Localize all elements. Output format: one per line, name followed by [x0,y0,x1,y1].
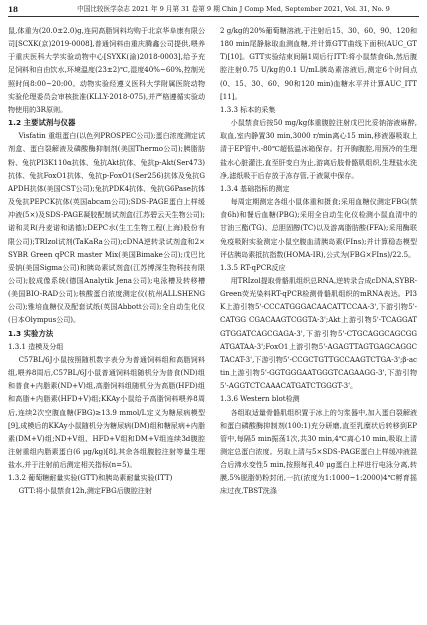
paragraph-basic-indicators: 每周定期测定各组小鼠体重和摄食;采用血糖仪测定FBG(禁食6h)和餐后血糖(PBG);采用全自动生化仪检测小鼠血清中的甘油三酯(TG)、总胆固醇(TC)以及游离脂肪酸(FFA);采用酶联免疫吸附实验测定小鼠空腹血清胰岛素(FIns);并计算稳态模型评估胰岛素抵抗指数(HOMA-IR),公式为(FBG×FIns)/22.5。 [220,197,417,259]
paragraph-modeling: C57BL/6J小鼠按照随机数字表分为普通饲料组和高脂饲料组,喂养8周后,C57BL/6J小鼠普通饲料组随机分为普食(ND)组和普食+内脂素(ND+V)组,高脂饲料组随机分为高脂(HFD)组和高脂+内脂素(HFD+V)组;KKAy小鼠给予高脂饲料喂养8周后,连续2次空腹血糖(FBG)≥13.9 mmol/L定义为糖尿病模型[9],成模后的KKAy小鼠随机分为糖尿病(DM)组和糖尿病+内脂素(DM+V)组;ND+V组、HFD+V组和DM+V组连续3d腹腔注射重组内脂素蛋白(6 μg/kg)[8],其余各组腹腔注射等量生理盐水,并于注射前后测定相关指标(n=5)。 [8,354,205,470]
paragraph-gtt: GTT:将小鼠禁食12h,测定FBG后腹腔注射 [18,486,152,496]
paragraph-western-blot: 各组取适量骨骼肌组织置于冰上的匀浆器中,加入蛋白裂解液和蛋白磷酸酶抑制剂(100:1)充分研磨,直至乳糜状后转移到EP管中,每隔5 min振荡1次,共30 min,4℃离心10 min,吸取上清测定总蛋白浓度。另取上清与5×SDS-PAGE蛋白上样缓冲液混合后沸水变性5 min,按照每孔40 μg蛋白上样进行电泳分离,转膜,5%脱脂奶粉封闭,一抗(浓度为1:1000~1:2000)4℃孵育摇床过夜,TBST洗涤 [220,407,417,496]
heading-gtt-itt: 1.3.2 葡萄糖耐量实验(GTT)和胰岛素耐量实验(ITT) [8,473,173,483]
heading-modeling: 1.3.1 造模及分组 [8,341,64,351]
paragraph-animals: 鼠,体重为(20.0±2.0)g,连同高脂饲料均购于北京华阜康有限公司[SCXK(京)2019-0008],普通饲料由重庆腾鑫公司提供,喂养于重庆医科大学实验动物中心[SYXK(渝)2018-0003],给予充足饲料和自由饮水,环境温度(23±2)℃,湿度40%~60%,控制光照时间8:00~20:00。动物实验经遵义医科大学附属医院动物实验伦理委员会审核批准(KLLY-2018-075),并严格遵循实验动物使用的3R原则。 [8,26,205,114]
paragraph-rt-qpcr: 用TRIzol提取骨骼肌组织总RNA,逆转录合成cDNA,SYBR-Green荧光染料RT-qPCR检测骨骼肌组织的mRNA表达。PI3K上游引物5'-CCCATGGGACAACATTCCAA-3',下游引物5'-CATGG CGACAAGTCGGTA-3';Akt上游引物5'-TCAGGATGTGGATCAGCGAGA-3',下游引物5'-CTGCAGGCAGCGGATGATAA-3';FoxO1上游引物5'-AGAGTTAGTGAGCAGGCTACAT-3',下游引物5'-CCGCTGTTGCCAAGTCTGA-3';β-actin上游引物5'-GGTGGGAATGGGTCAGAAGG-3',下游引物5'-AGGTCTCAAACATGATCTGGGT-3'。 [220,275,417,391]
heading-methods: 1.3 实验方法 [8,328,54,338]
heading-western-blot: 1.3.6 Western blot检测 [220,394,300,404]
heading-sample-collection: 1.3.3 标本的采集 [220,104,276,114]
right-column [220,24,417,498]
paragraph-sample-collection: 小鼠禁食后按50 mg/kg体重腹腔注射戊巴比妥钠溶液麻醉,取血,室内静置30 min,3000 r/min离心15 min,移液器吸取上清于EP管中,-80℃超低温冰箱保存。打开胸腹腔,用预冷的生理盐水心脏灌注,直至肝变白为止,游离后肢骨骼肌组织,生理盐水洗净,滤纸吸干后存放于冻存管,于液氮中保存。 [220,118,417,180]
journal-line: 中国比较医学杂志 2021 年 9 月第 31 卷第 9 期 Chin J Comp Med, September 2021, Vol. 31, No. 9 [77,5,390,13]
page-number: 18 [8,5,19,14]
left-column [8,24,205,498]
heading-basic-indicators: 1.3.4 基础指标的测定 [220,183,290,193]
paragraph-reagents: Visfatin 重组蛋白(以色列PROSPEC公司);蛋白浓度测定试剂盒、蛋白裂解液及磷酸酶抑制剂(美国Thermo公司);胰脂肪粉、兔抗PI3K110α抗体、兔抗Akt抗体、兔抗p-Akt(Ser473)抗体、兔抗FoxO1抗体、兔抗p-FoxO1(Ser256)抗体及兔抗GAPDH抗体(美国CST公司);兔抗PDK4抗体、兔抗G6Pase抗体及兔抗PEPCK抗体(英国abcam公司);SDS-PAGE蛋白上样缓冲液(5×)及SDS-PAGE凝胶配制试剂盒(江苏碧云天生物公司);诺和灵R(丹麦诺和诺德);DEPC水(生工生物工程(上海)股份有限公司);TRIzol试剂(TaKaRa公司);cDNA逆转录试剂盒和2×SYBR Green qPCR master Mix(美国Bimake公司);戊巴比妥钠(美国Sigma公司)和胰岛素试剂盒(江苏博深生物科技有限公司);胶成像系统(德国Analytik Jena公司);电泳槽及转移槽(美国BIO-RAD公司);核酸蛋白浓度测定仪(杭州ALLSHENG公司);雅培血糖仪及配套试纸(英国Abbott公司);全自动生化仪(日本Olympus公司)。 [8,131,205,325]
paragraph-gtt-continued: 2 g/kg的20%葡萄糖溶液,于注射后15、30、60、90、120和180 min尾静脉取血测血糖,并计算GTT曲线下面积(AUC_GTT)[10]。GTT实验结束间隔1周后行ITT:将小鼠禁食6h,然后腹腔注射0.75 U/kg的0.1 U/mL胰岛素溶液后,测定6个时间点(0、15、30、60、90和120 min)血糖水平并计算AUC_ITT[11]。 [220,26,417,101]
heading-reagents: 1.2 主要试剂与仪器 [8,118,76,128]
running-header [8,3,419,17]
heading-rt-qpcr: 1.3.5 RT-qPCR反应 [220,262,286,272]
